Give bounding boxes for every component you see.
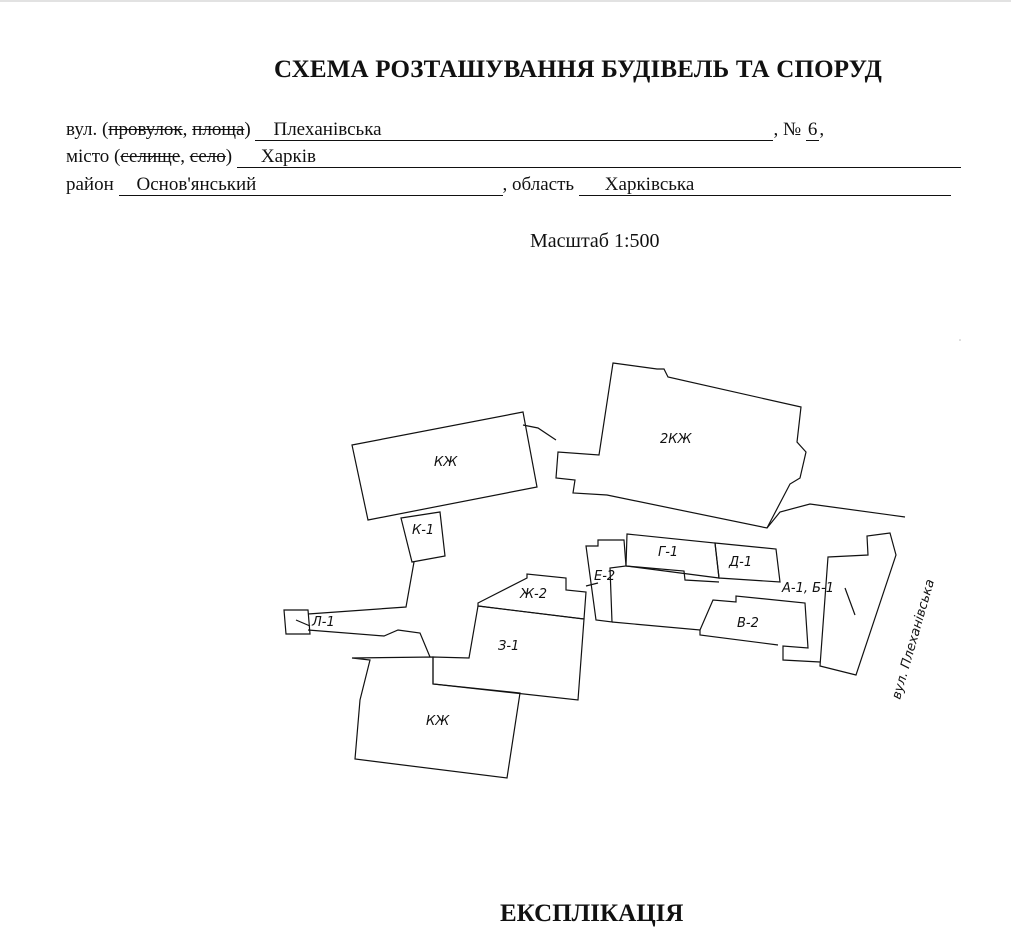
document-title: СХЕМА РОЗТАШУВАННЯ БУДІВЕЛЬ ТА СПОРУД	[274, 56, 883, 83]
label-k1: К-1	[412, 523, 435, 538]
scale-label: Масштаб 1:500	[530, 230, 660, 252]
city-line: місто (селище, село) Харків	[66, 145, 961, 169]
label-a1b1: А-1, Б-1	[782, 581, 834, 596]
building-l1	[284, 610, 310, 634]
street-line: вул. (провулок, площа) Плехaнівська , № 6 ,	[66, 119, 825, 140]
scan-dot	[959, 339, 961, 341]
number-label: , №	[773, 119, 802, 140]
street-value: Плехaнівська	[255, 120, 773, 141]
yard-wall-right	[767, 504, 905, 528]
label-l1: Л-1	[312, 615, 335, 630]
label-zh2: Ж-2	[520, 587, 547, 602]
label-v2: В-2	[737, 616, 759, 631]
label-d1: Д-1	[729, 555, 753, 570]
street-option-square: площа	[192, 119, 245, 140]
label-2kzh: 2КЖ	[660, 432, 692, 447]
oblast-value: Харківська	[579, 175, 951, 196]
wall-long	[612, 596, 820, 662]
district-value: Основ'янський	[119, 175, 503, 196]
city-value: Харків	[237, 147, 961, 168]
passage-bottom	[308, 630, 430, 657]
passage-wall	[308, 562, 414, 614]
label-street: вул. Плехaнівська	[889, 577, 939, 702]
label-g1: Г-1	[658, 545, 679, 560]
number-value: 6	[807, 119, 818, 140]
district-label: район	[66, 174, 114, 195]
label-kzh-bottom: КЖ	[426, 714, 450, 729]
label-z1: З-1	[498, 639, 520, 654]
street-option-lane: провулок	[108, 119, 183, 140]
oblast-label: , область	[502, 174, 575, 195]
building-a1b1	[820, 533, 896, 675]
city-option-township: селище	[120, 146, 181, 167]
wall-lower	[700, 630, 778, 645]
city-option-village: село	[189, 146, 226, 167]
street-prefix: вул. (	[66, 119, 109, 140]
label-kzh-top: КЖ	[434, 455, 458, 470]
city-prefix: місто (	[66, 146, 121, 167]
label-e2: Е-2	[594, 569, 616, 584]
marker-a1b1	[845, 588, 855, 615]
explication-heading: ЕКСПЛІКАЦІЯ	[500, 900, 684, 927]
